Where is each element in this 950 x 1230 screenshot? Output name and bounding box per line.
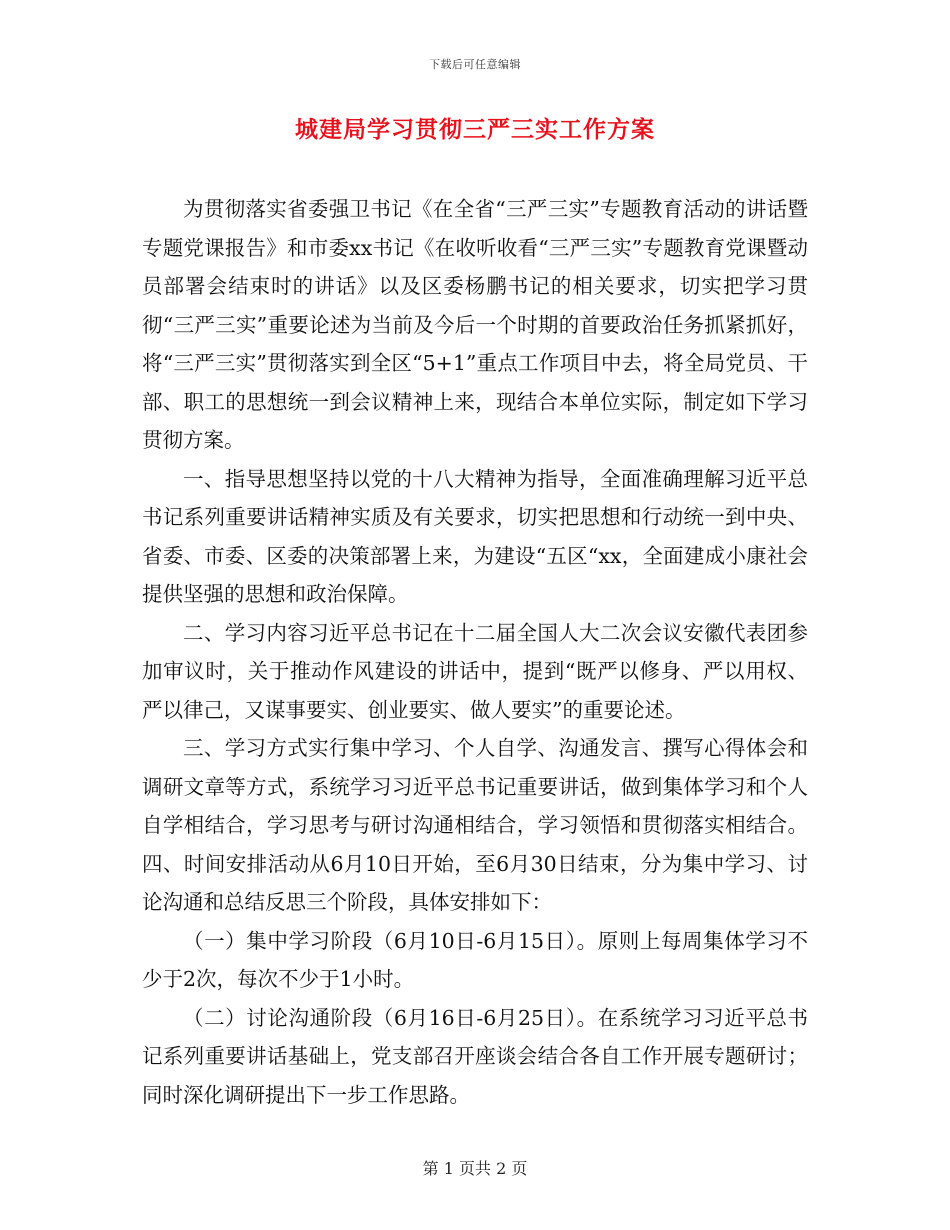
header-note: 下载后可任意编辑	[429, 58, 521, 71]
page-number: 第 1 页共 2 页	[422, 1159, 528, 1178]
document-title: 城建局学习贯彻三严三实工作方案	[295, 116, 655, 143]
document-body	[142, 190, 808, 1114]
paragraph-study-method: 三、学习方式实行集中学习、个人自学、沟通发言、撰写心得体会和调研文章等方式，系统学习习近平总书记重要讲话，做到集体学习和个人自学相结合，学习思考与研讨沟通相结合，学习领悟和贯彻落实相结合。四、时间安排活动从6月10日开始，至6月30日结束，分为集中学习、讨论沟通和总结反思三个阶段，具体安排如下：	[142, 736, 808, 914]
paragraph-phase-two: （二）讨论沟通阶段（6月16日-6月25日）。在系统学习习近平总书记系列重要讲话基础上，党支部召开座谈会结合各自工作开展专题研讨；同时深化调研提出下一步工作思路。	[142, 1005, 808, 1107]
paragraph-guiding-ideology: 一、指导思想坚持以党的十八大精神为指导，全面准确理解习近平总书记系列重要讲话精神实质及有关要求，切实把思想和行动统一到中央、省委、市委、区委的决策部署上来，为建设“五区“xx，全面建成小康社会提供坚强的思想和政治保障。	[142, 466, 808, 606]
paragraph-study-content: 二、学习内容习近平总书记在十二届全国人大二次会议安徽代表团参加审议时，关于推动作风建设的讲话中，提到“既严以修身、严以用权、严以律己，又谋事要实、创业要实、做人要实”的重要论述。	[142, 620, 808, 722]
paragraph-phase-one: （一）集中学习阶段（6月10日-6月15日）。原则上每周集体学习不少于2次，每次不少于1小时。	[142, 928, 808, 991]
paragraph-intro: 为贯彻落实省委强卫书记《在全省“三严三实”专题教育活动的讲话暨专题党课报告》和市委xx书记《在收听收看“三严三实”专题教育党课暨动员部署会结束时的讲话》以及区委杨鹏书记的相关要求，切实把学习贯彻“三严三实”重要论述为当前及今后一个时期的首要政治任务抓紧抓好，将“三严三实”贯彻落实到全区“5+1”重点工作项目中去，将全局党员、干部、职工的思想统一到会议精神上来，现结合本单位实际，制定如下学习贯彻方案。	[142, 197, 808, 452]
